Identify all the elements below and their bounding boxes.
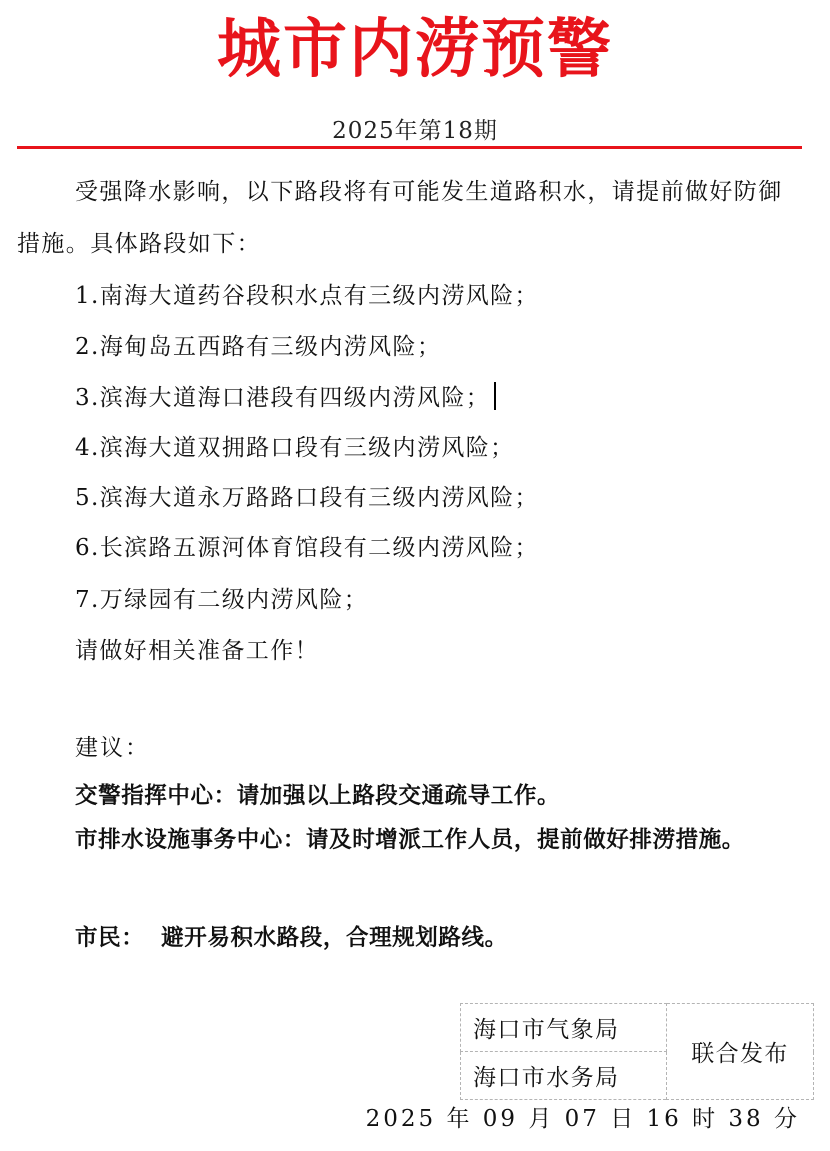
issuer-water-bureau[interactable]: 海口市水务局	[461, 1052, 667, 1100]
text-cursor	[494, 382, 496, 410]
risk-item-4[interactable]: 4.滨海大道双拥路口段有三级内涝风险；	[75, 435, 515, 461]
risk-item-3-row[interactable]	[75, 372, 496, 424]
risk-item-6[interactable]: 6.长滨路五源河体育馆段有二级内涝风险；	[75, 535, 539, 561]
issue-number: 2025年第18期	[332, 118, 498, 144]
risk-item-3[interactable]: 3.滨海大道海口港段有四级内涝风险；	[75, 385, 491, 411]
closing-line[interactable]: 请做好相关准备工作！	[75, 638, 319, 664]
release-datetime[interactable]: 2025 年 09 月 07 日 16 时 38 分	[365, 1106, 800, 1132]
header-divider	[17, 146, 802, 149]
issuer-table	[460, 1003, 814, 1100]
suggestion-drainage-center[interactable]: 市排水设施事务中心：请及时增派工作人员，提前做好排涝措施。	[75, 827, 745, 853]
suggestion-traffic-police[interactable]: 交警指挥中心：请加强以上路段交通疏导工作。	[75, 783, 561, 809]
joint-release-label[interactable]: 联合发布	[667, 1004, 814, 1100]
risk-item-1[interactable]: 1.南海大道药谷段积水点有三级内涝风险；	[75, 283, 539, 309]
suggestion-citizens[interactable]: 市民： 避开易积水路段，合理规划路线。	[75, 925, 508, 951]
risk-item-5[interactable]: 5.滨海大道永万路路口段有三级内涝风险；	[75, 485, 539, 511]
page-title: 城市内涝预警	[217, 13, 613, 87]
risk-item-7[interactable]: 7.万绿园有二级内涝风险；	[75, 587, 369, 613]
risk-item-2[interactable]: 2.海甸岛五西路有三级内涝风险；	[75, 334, 442, 360]
intro-paragraph[interactable]: 受强降水影响，以下路段将有可能发生道路积水，请提前做好防御措施。具体路段如下：	[17, 179, 783, 257]
issuer-weather-bureau[interactable]: 海口市气象局	[461, 1004, 667, 1052]
suggestions-heading[interactable]: 建议：	[75, 735, 150, 761]
